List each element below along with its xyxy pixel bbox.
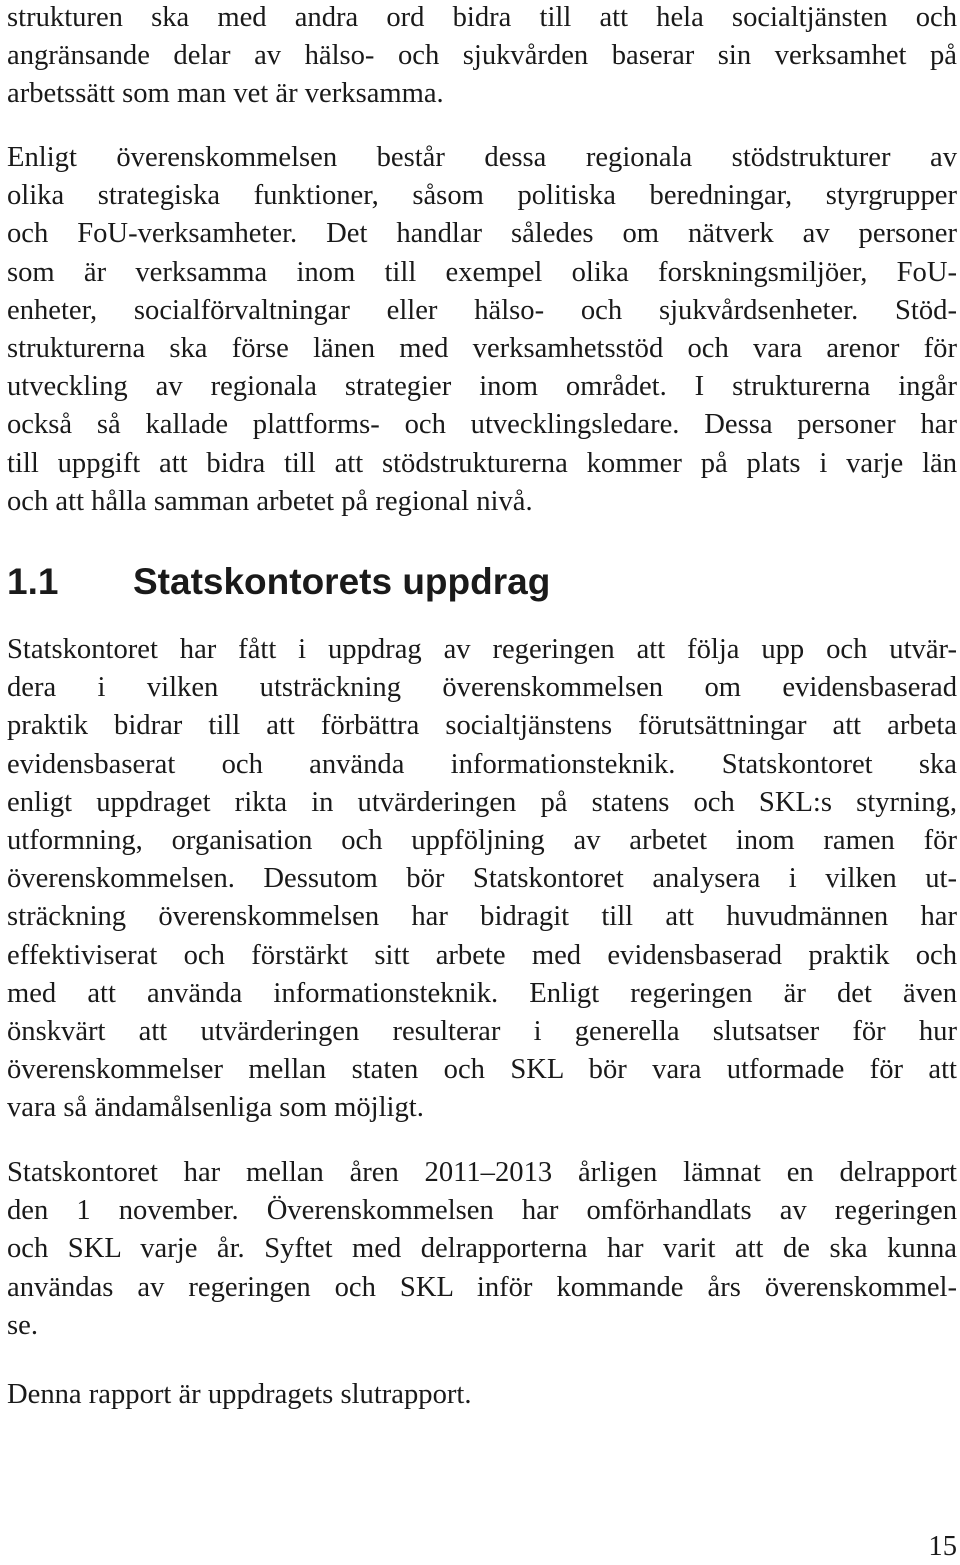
text-line: och SKL varje år. Syftet med delrapporterna har varit att de ska kunna [7, 1233, 957, 1265]
text-line: strukturerna ska förse länen med verksamhetsstöd och vara arenor för [7, 332, 957, 364]
text-line: Statskontoret har mellan åren 2011–2013 årligen lämnat en delrapport [7, 1157, 957, 1188]
text-line: angränsande delar av hälso- och sjukvården baserar sin verksamhet på [7, 40, 957, 72]
text-line: och att hålla samman arbetet på regional nivå. [7, 485, 533, 517]
section-heading [7, 558, 957, 606]
paragraph-final-report [7, 1376, 957, 1414]
text-line: också så kallade plattforms- och utvecklingsledare. Dessa personer har [7, 409, 957, 441]
paragraph-continuation [7, 0, 957, 114]
text-line: olika strategiska funktioner, såsom politiska beredningar, styrgrupper [7, 180, 957, 212]
paragraph-support-structures [7, 139, 957, 521]
text-line: strukturen ska med andra ord bidra till att hela socialtjänsten och [7, 2, 957, 33]
page-number: 15 [928, 1531, 957, 1562]
text-line: utveckling av regionala strategier inom området. I strukturerna ingår [7, 371, 957, 403]
text-line: enheter, socialförvaltningar eller hälso- och sjukvårdsenheter. Stöd- [7, 294, 957, 326]
text-line: med att använda informationsteknik. Enligt regeringen är det även [7, 977, 957, 1009]
section-number: 1.1 [7, 561, 59, 602]
section-title: Statskontorets uppdrag [133, 561, 551, 602]
text-line: dera i vilken utsträckning överenskommelsen om evidensbaserad [7, 672, 957, 704]
text-line: och FoU-verksamheter. Det handlar således om nätverk av personer [7, 218, 957, 250]
paragraph-assignment [7, 631, 957, 1127]
text-line: den 1 november. Överenskommelsen har omförhandlats av regeringen [7, 1195, 957, 1227]
text-line: praktik bidrar till att förbättra socialtjänstens förutsättningar att arbeta [7, 710, 957, 742]
text-line: önskvärt att utvärderingen resulterar i generella slutsatser för hur [7, 1015, 957, 1047]
text-line: Statskontoret har fått i uppdrag av regeringen att följa upp och utvär- [7, 634, 957, 665]
text-line: evidensbaserat och använda informationsteknik. Statskontoret ska [7, 748, 957, 780]
text-line: se. [7, 1309, 38, 1341]
paragraph-interim-reports [7, 1154, 957, 1345]
text-line: överenskommelsen. Dessutom bör Statskontoret analysera i vilken ut- [7, 863, 957, 895]
text-line: Denna rapport är uppdragets slutrapport. [7, 1379, 472, 1410]
text-line: arbetssätt som man vet är verksamma. [7, 78, 444, 110]
text-line: sträckning överenskommelsen har bidragit till att huvudmännen har [7, 901, 957, 933]
text-line: enligt uppdraget rikta in utvärderingen på statens och SKL:s styrning, [7, 786, 957, 818]
text-line: effektiviserat och förstärkt sitt arbete med evidensbaserad praktik och [7, 939, 957, 971]
text-line: som är verksamma inom till exempel olika forskningsmiljöer, FoU- [7, 256, 957, 288]
text-line: överenskommelser mellan staten och SKL bör vara utformade för att [7, 1054, 957, 1086]
text-line: utformning, organisation och uppföljning av arbetet inom ramen för [7, 824, 957, 856]
text-line: användas av regeringen och SKL inför kommande års överenskommel- [7, 1271, 957, 1303]
text-line: vara så ändamålsenliga som möjligt. [7, 1092, 424, 1124]
text-line: till uppgift att bidra till att stödstrukturerna kommer på plats i varje län [7, 447, 957, 479]
text-line: Enligt överenskommelsen består dessa regionala stödstrukturer av [7, 142, 957, 173]
